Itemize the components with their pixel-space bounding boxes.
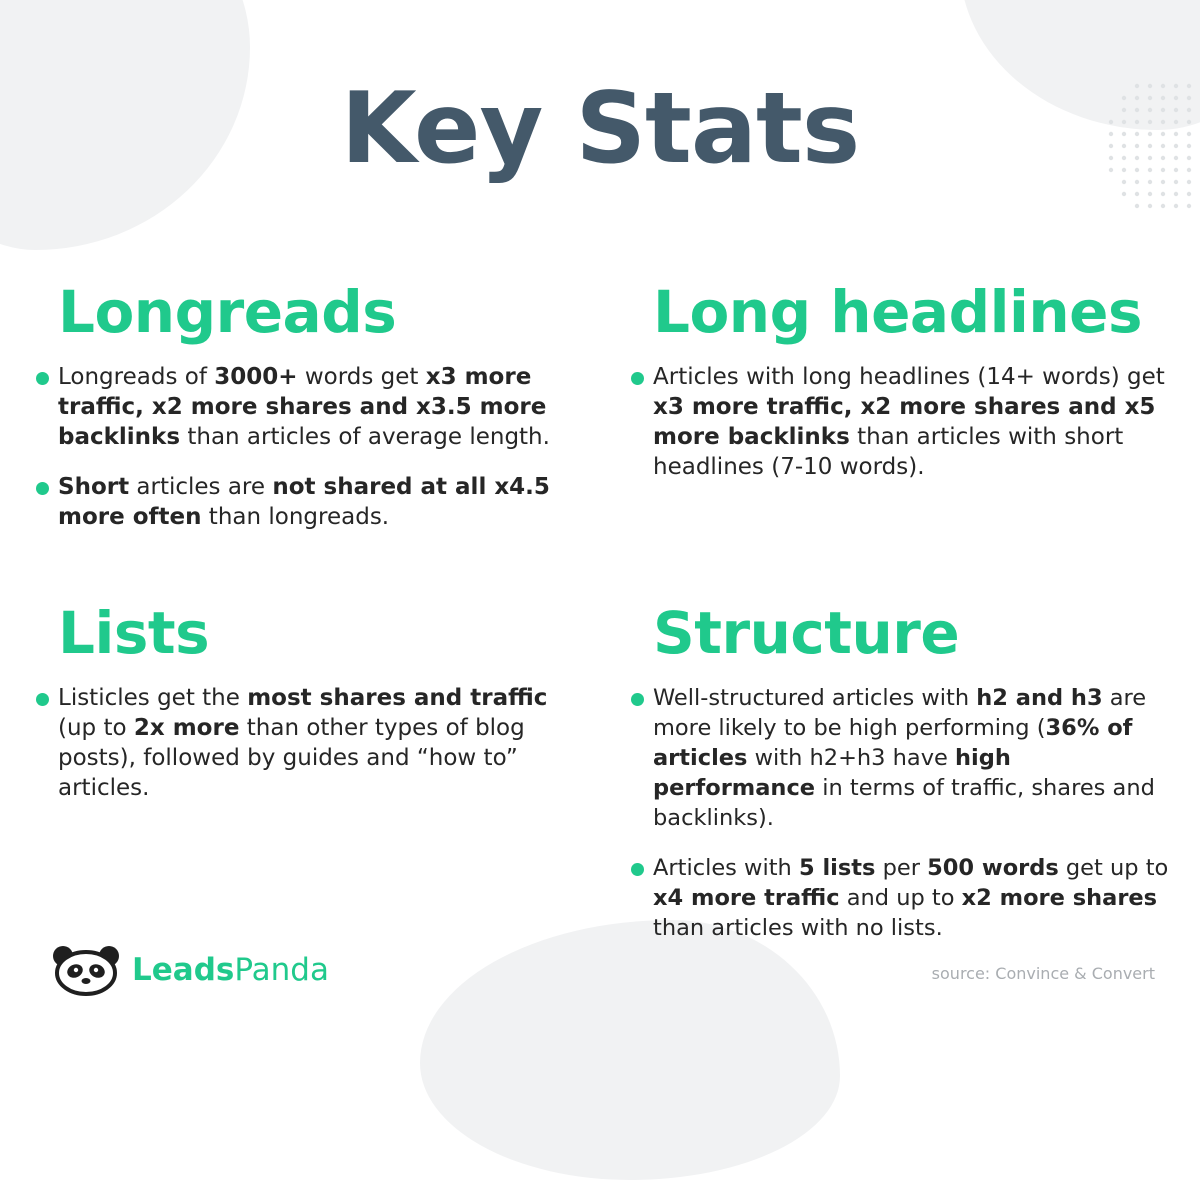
page-title: Key Stats xyxy=(340,72,860,186)
logo-wordmark xyxy=(132,952,329,988)
section-longreads xyxy=(36,276,576,552)
section-heading: Lists xyxy=(58,599,210,667)
bullet-item: Longreads of 3000+ words get x3 more traffic, x2 more shares and x3.5 more backlinks than articles of average length. xyxy=(36,362,576,452)
bullet-item: Articles with 5 lists per 500 words get up to x4 more traffic and up to x2 more shares than articles with no lists. xyxy=(631,853,1171,943)
bullet-item: Short articles are not shared at all x4.5 more often than longreads. xyxy=(36,472,576,532)
section-structure xyxy=(631,597,1171,963)
section-heading: Long headlines xyxy=(653,278,1143,346)
section-long-headlines xyxy=(631,276,1171,502)
panda-icon xyxy=(50,944,122,996)
logo-word-bold: Leads xyxy=(132,952,235,988)
section-heading: Structure xyxy=(653,599,960,667)
section-lists xyxy=(36,597,576,823)
bullet-item: Listicles get the most shares and traffic (up to 2x more than other types of blog posts), followed by guides and “how to” articles. xyxy=(36,683,576,803)
bullet-item: Well-structured articles with h2 and h3 are more likely to be high performing (36% of articles with h2+h3 have high performance in terms of traffic, shares and backlinks). xyxy=(631,683,1171,833)
source-credit: source: Convince & Convert xyxy=(931,964,1155,983)
bullet-item: Articles with long headlines (14+ words) get x3 more traffic, x2 more shares and x5 more backlinks than articles with short headlines (7-10 words). xyxy=(631,362,1171,482)
section-heading: Longreads xyxy=(58,278,397,346)
logo-word-regular: Panda xyxy=(234,952,329,988)
leadspanda-logo xyxy=(50,944,329,996)
